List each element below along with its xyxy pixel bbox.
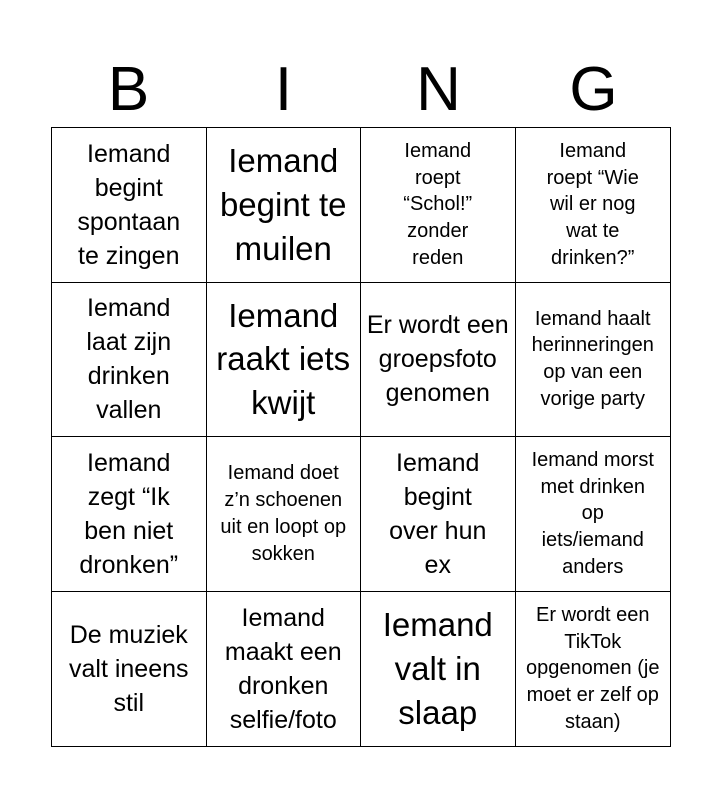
bingo-grid xyxy=(51,127,671,747)
header-letter-g: G xyxy=(569,55,618,124)
bingo-cell-text: Iemand laat zijn drinken vallen xyxy=(86,294,172,425)
bingo-header xyxy=(51,52,671,128)
bingo-cell-text: De muziek valt ineens stil xyxy=(68,620,189,717)
bingo-cell[interactable] xyxy=(516,283,671,438)
bingo-cell[interactable] xyxy=(516,592,671,747)
bingo-cell-text: Iemand valt in slaap xyxy=(382,606,493,731)
header-letter-b: B xyxy=(107,55,150,124)
bingo-cell-text: Iemand raakt iets kwijt xyxy=(216,296,351,422)
bingo-cell[interactable] xyxy=(52,437,207,592)
bingo-cell[interactable] xyxy=(207,592,362,747)
bingo-cell[interactable] xyxy=(361,283,516,438)
bingo-cell-text: Iemand begint te muilen xyxy=(219,142,347,267)
bingo-cell[interactable] xyxy=(207,283,362,438)
bingo-cell[interactable] xyxy=(361,592,516,747)
bingo-cell-text: Er wordt een TikTok opgenomen (je moet er zelf op staan) xyxy=(526,603,660,733)
bingo-cell[interactable] xyxy=(207,437,362,592)
bingo-cell-text: Er wordt een groepsfoto genomen xyxy=(366,311,509,408)
bingo-cell[interactable] xyxy=(52,128,207,283)
bingo-cell[interactable] xyxy=(516,437,671,592)
bingo-cell[interactable] xyxy=(361,437,516,592)
bingo-cell-text: Iemand maakt een dronken selfie/foto xyxy=(224,603,342,734)
bingo-cell-text: Iemand roept “Wie wil er nog wat te drinken?” xyxy=(546,139,639,269)
bingo-cell-text: Iemand haalt herinneringen op van een vorige party xyxy=(531,307,654,411)
header-letter-i: I xyxy=(274,55,293,124)
bingo-cell-text: Iemand roept “Schol!” zonder reden xyxy=(403,139,473,269)
bingo-cell-text: Iemand doet z’n schoenen uit en loopt op sokken xyxy=(220,462,347,565)
header-letter-n: N xyxy=(416,55,461,124)
bingo-cell[interactable] xyxy=(207,128,362,283)
bingo-cell-text: Iemand zegt “Ik ben niet dronken” xyxy=(79,448,179,579)
bingo-cell-text: Iemand begint spontaan te zingen xyxy=(77,139,181,270)
bingo-cell[interactable] xyxy=(516,128,671,283)
bingo-cell-text: Iemand begint over hun ex xyxy=(389,448,487,579)
bingo-cell[interactable] xyxy=(52,283,207,438)
bingo-cell[interactable] xyxy=(361,128,516,283)
bingo-cell-text: Iemand morst met drinken op iets/iemand anders xyxy=(531,448,654,578)
bingo-cell[interactable] xyxy=(52,592,207,747)
